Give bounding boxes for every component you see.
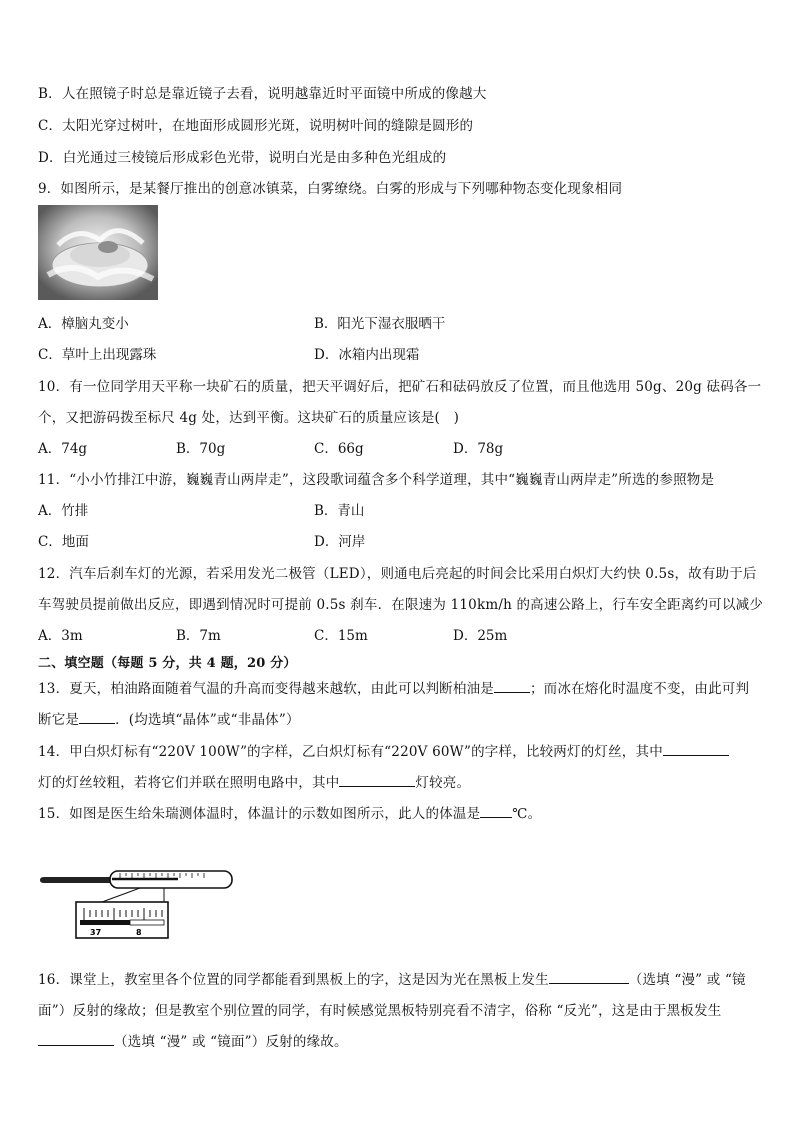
option-d-prism: D．白光通过三棱镜后形成彩色光带，说明白光是由多种色光组成的 (38, 150, 447, 166)
q16-line2: 面”）反射的缘故；但是教室个别位置的同学，有时候感觉黑板特别亮看不清字，俗称 “反光”，这是由于黑板发生 (38, 1003, 722, 1019)
q9-option-b: B．阳光下湿衣服晒干 (314, 316, 446, 332)
q13-line2 (38, 708, 300, 728)
q13-text-d: ．(均选填“晶体”或“非晶体”） (115, 712, 300, 728)
q13-text-b: ；而冰在熔化时温度不变，由此可判 (529, 681, 750, 697)
q15-text-b: ℃。 (512, 806, 542, 822)
q13-blank-2[interactable] (79, 709, 115, 724)
thermometer-label-37: 37 (90, 928, 102, 937)
q13-line1 (38, 677, 749, 697)
q10-stem-line2: 个，又把游码拨至标尺 4g 处，达到平衡。这块矿石的质量应该是( ) (38, 410, 460, 426)
q11-option-d: D．河岸 (314, 534, 366, 550)
q12-option-b: B．7m (176, 628, 221, 644)
q11-option-a: A．竹排 (38, 503, 89, 519)
q11-option-c: C．地面 (38, 534, 89, 550)
q12-stem-line1: 12．汽车后刹车灯的光源，若采用发光二极管（LED），则通电后亮起的时间会比采用白炽灯大约快 0.5s，故有助于后 (38, 566, 757, 582)
q14-blank-1[interactable] (663, 741, 729, 756)
q15-blank[interactable] (480, 803, 512, 818)
q16-text-c: （选填 “漫” 或 “镜面”）反射的缘故。 (114, 1034, 348, 1050)
q14-line2 (38, 771, 470, 791)
q16-text-b: （选填 “漫” 或 “镜 (628, 972, 746, 988)
q12-option-c: C．15m (314, 628, 368, 644)
q16-blank-1[interactable] (549, 969, 629, 984)
q14-text-a: 14．甲白炽灯标有“220V 100W”的字样，乙白炽灯标有“220V 60W”的字样，比较两灯的灯丝，其中 (38, 744, 663, 760)
iced-dish-photo (38, 205, 158, 300)
q16-line3 (38, 1030, 348, 1050)
q10-option-c: C．66g (314, 441, 364, 457)
q12-option-d: D．25m (453, 628, 508, 644)
q9-stem: 9．如图所示，是某餐厅推出的创意冰镇菜，白雾缭绕。白雾的形成与下列哪种物态变化现象相同 (38, 181, 623, 197)
q13-blank-1[interactable] (494, 678, 530, 693)
q10-option-d: D．78g (453, 441, 504, 457)
q14-text-c: 灯较亮。 (415, 775, 471, 791)
q9-option-c: C．草叶上出现露珠 (38, 347, 157, 363)
q10-stem-line1: 10．有一位同学用天平称一块矿石的质量，把天平调好后，把矿石和砝码放反了位置，而且他选用 50g、20g 砝码各一 (38, 379, 762, 395)
option-b-mirror: B．人在照镜子时总是靠近镜子去看，说明越靠近时平面镜中所成的像越大 (38, 86, 487, 102)
q11-option-b: B．青山 (314, 503, 365, 519)
q11-stem: 11．“小小竹排江中游，巍巍青山两岸走”，这段歌词蕴含多个科学道理，其中“巍巍青山两岸走”所选的参照物是 (38, 472, 715, 488)
q12-stem-line2: 车驾驶员提前做出反应，即遇到情况时可提前 0.5s 刹车．在限速为 110km/h 的高速公路上，行车安全距离约可以减少 (38, 597, 764, 613)
q9-option-a: A．樟脑丸变小 (38, 316, 129, 332)
q15-text-a: 15．如图是医生给朱瑞测体温时，体温计的示数如图所示，此人的体温是 (38, 806, 481, 822)
q14-blank-2[interactable] (339, 772, 415, 787)
q14-text-b: 灯的灯丝较粗，若将它们并联在照明电路中，其中 (38, 775, 340, 791)
q16-text-a: 16．课堂上，教室里各个位置的同学都能看到黑板上的字，这是因为光在黑板上发生 (38, 972, 549, 988)
q16-blank-2[interactable] (38, 1031, 114, 1046)
thermometer-figure (40, 862, 236, 942)
q16-line1 (38, 968, 746, 988)
q10-option-a: A．74g (38, 441, 88, 457)
q14-line1 (38, 740, 729, 760)
q13-text-a: 13．夏天，柏油路面随着气温的升高而变得越来越软，由此可以判断柏油是 (38, 681, 494, 697)
section-heading: 二、填空题（每题 5 分，共 4 题，20 分） (38, 656, 297, 671)
q10-option-b: B．70g (176, 441, 226, 457)
option-c-sunlight: C．太阳光穿过树叶，在地面形成圆形光斑，说明树叶间的缝隙是圆形的 (38, 118, 474, 134)
thermometer-label-8: 8 (136, 928, 142, 937)
q9-option-d: D．冰箱内出现霜 (314, 347, 420, 363)
q15-line (38, 802, 541, 822)
q12-option-a: A．3m (38, 628, 83, 644)
q13-text-c: 断它是 (38, 712, 80, 728)
